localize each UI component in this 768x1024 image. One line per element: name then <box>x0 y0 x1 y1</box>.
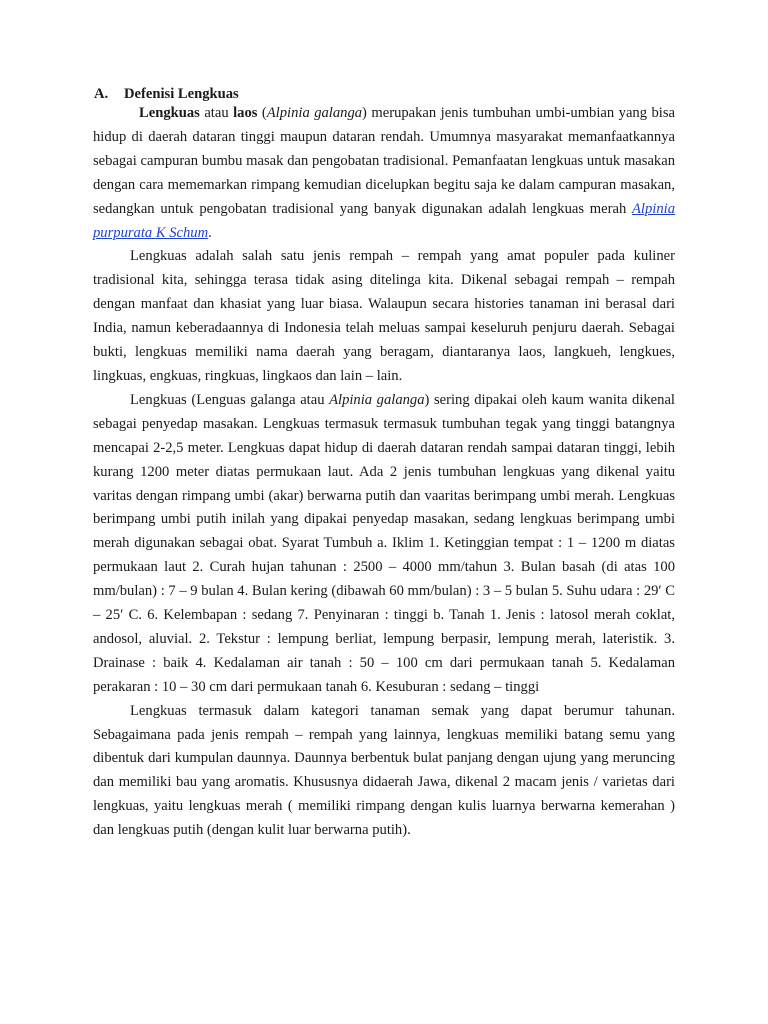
term-lengkuas: Lengkuas <box>139 105 200 121</box>
document-body <box>93 102 675 843</box>
paragraph-popularity: Lengkuas adalah salah satu jenis rempah – rempah yang amat populer pada kuliner tradisional kita, sehingga terasa tidak asing ditelinga kita. Dikenal sebagai rempah – rempah dengan manfaat dan khasiat yang luar biasa. Walaupun secara histories tanaman ini berasal dari India, namun keberadaannya di Indonesia telah meluas sampai keseluruh penjuru daerah. Sebagai bukti, lengkuas memiliki nama daerah yang beragam, diantaranya laos, langkueh, lengkues, lingkuas, engkuas, ringkuas, lingkaos dan lain – lain. <box>93 248 675 384</box>
text-fragment: . <box>208 224 212 241</box>
paragraph-growing-conditions <box>93 389 675 700</box>
term-laos: laos <box>233 105 258 121</box>
text-fragment: atau <box>199 105 234 121</box>
text-fragment: ( <box>257 105 267 121</box>
section-title: Defenisi Lengkuas <box>124 86 239 102</box>
paragraph-definition <box>93 102 675 245</box>
section-heading <box>94 86 239 103</box>
paragraph-characteristics: Lengkuas termasuk dalam kategori tanaman semak yang dapat berumur tahunan. Sebagaimana pada jenis rempah – rempah yang lainnya, lengkuas memiliki batang semu yang dibentuk dari kumpulan daunnya. Daunnya berbentuk bulat panjang dengan ujung yang meruncing dan memiliki bau yang aromatis. Khususnya didaerah Jawa, dikenal 2 macam jenis / varietas dari lengkuas, yaitu lengkuas merah ( memiliki rimpang dengan kulis luarnya berwarna kemerahan ) dan lengkuas putih (dengan kulit luar berwarna putih). <box>93 702 675 839</box>
section-number: A. <box>94 86 109 102</box>
text-fragment: ) merupakan jenis tumbuhan umbi-umbian yang bisa hidup di daerah dataran tinggi maupun dataran rendah. Umumnya masyarakat memanfaatkannya sebagai campuran bumbu masak dan pengobatan tradisional. Pemanfaatan lengkuas untuk masakan dengan cara mememarkan rimpang kemudian dicelupkan begitu saja ke dalam campuran masakan, sedangkan untuk pengobatan tradisional yang banyak digunakan adalah lengkuas merah <box>93 105 675 217</box>
scientific-name: Alpinia galanga <box>329 391 425 408</box>
text-fragment: Lengkuas (Lenguas galanga atau <box>130 391 330 408</box>
alpinia-purpurata-link[interactable]: Alpinia purpurata K Schum <box>93 200 675 241</box>
text-fragment: ) sering dipakai oleh kaum wanita dikenal sebagai penyedap masakan. Lengkuas termasuk termasuk tumbuhan tegak yang tinggi batangnya mencapai 2-2,5 meter. Lengkuas dapat hidup di daerah dataran rendah sampai dataran tinggi, lebih kurang 1200 meter diatas permukaan laut. Ada 2 jenis tumbuhan lengkuas yang dikenal yaitu varitas dengan rimpang umbi (akar) berwarna putih dan vaaritas berimpang umbi merah. Lengkuas berimpang umbi putih inilah yang dipakai penyedap masakan, sedang lengkuas berimpang umbi merah digunakan sebagai obat. Syarat Tumbuh a. Iklim 1. Ketinggian tempat : 1 – 1200 m diatas permukaan laut 2. Curah hujan tahunan : 2500 – 4000 mm/tahun 3. Bulan basah (di atas 100 mm/bulan) : 7 – 9 bulan 4. Bulan kering (dibawah 60 mm/bulan) : 3 – 5 bulan 5. Suhu udara : 29′ C – 25′ C. 6. Kelembapan : sedang 7. Penyinaran : tinggi b. Tanah 1. Jenis : latosol merah coklat, andosol, aluvial. 2. Tekstur : lempung berliat, lempung berpasir, lempung merah, lateristik. 3. Drainase : baik 4. Kedalaman air tanah : 50 – 100 cm dari permukaan tanah 5. Kedalaman perakaran : 10 – 30 cm dari permukaan tanah 6. Kesuburan : sedang – tinggi <box>93 391 675 695</box>
scientific-name: Alpinia galanga <box>266 105 363 121</box>
